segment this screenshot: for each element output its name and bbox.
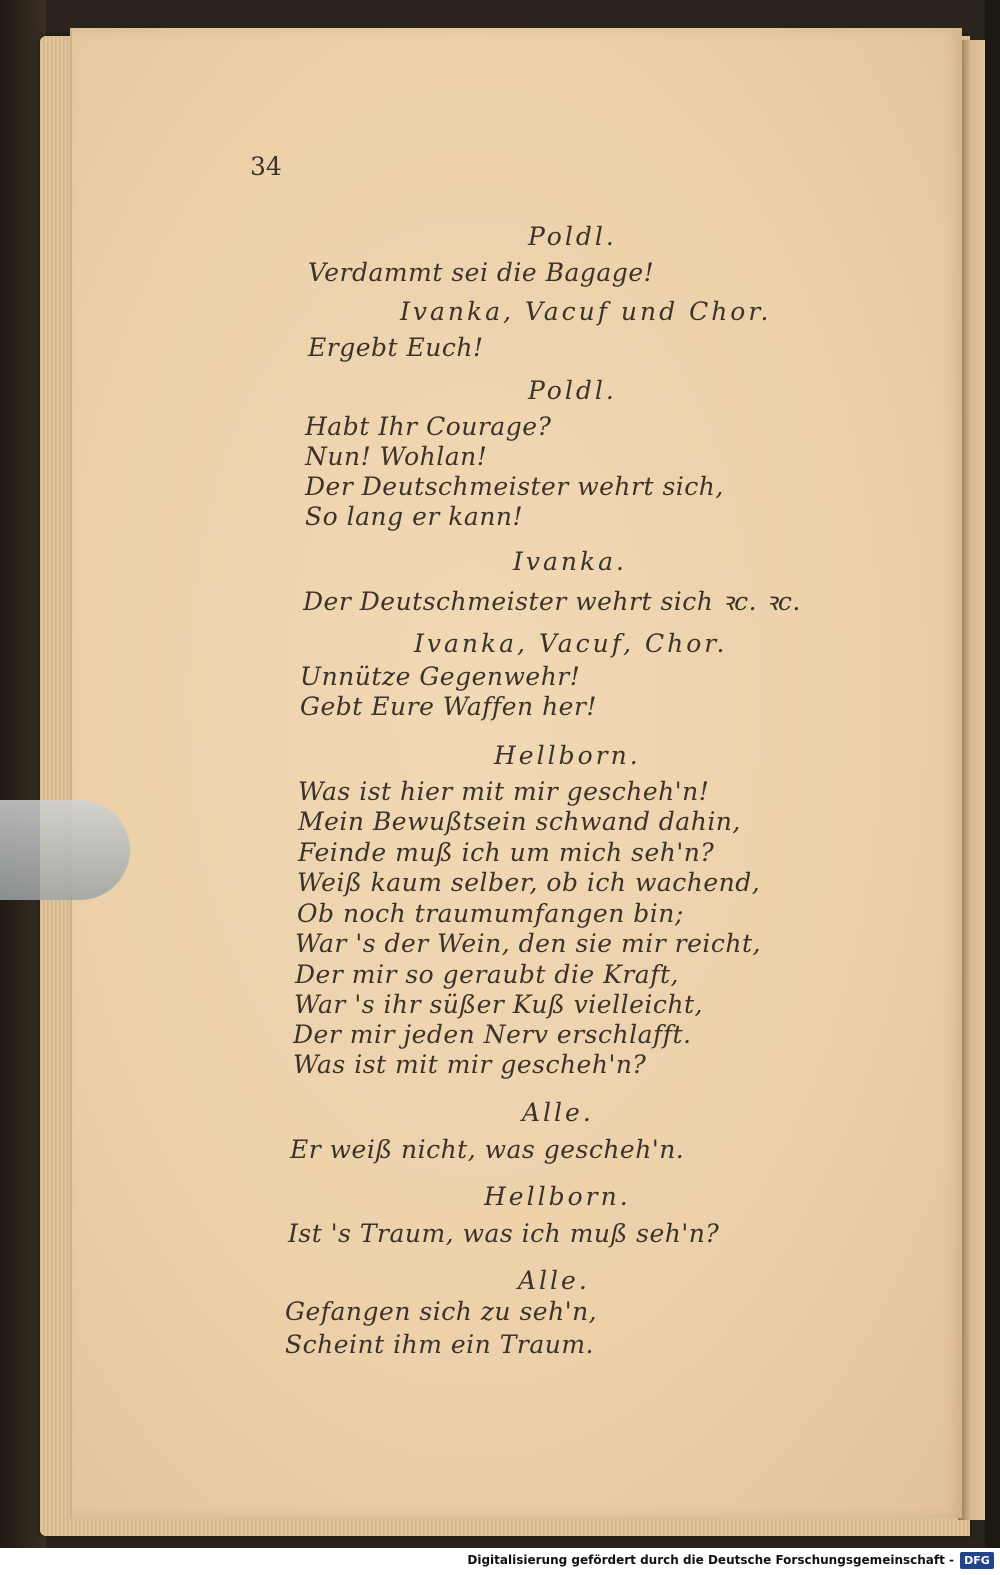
verse-line: Weiß kaum selber, ob ich wachend, bbox=[297, 868, 761, 897]
verse-line: Gebt Eure Waffen her! bbox=[300, 692, 597, 721]
speaker-heading: Hellborn. bbox=[484, 1182, 631, 1211]
verse-line: Ergebt Euch! bbox=[308, 333, 484, 362]
verse-line: Feinde muß ich um mich seh'n? bbox=[298, 838, 715, 867]
speaker-heading: Ivanka, Vacuf, Chor. bbox=[414, 629, 728, 658]
verse-line: Der mir jeden Nerv erschlafft. bbox=[293, 1020, 692, 1049]
verse-line: Was ist hier mit mir gescheh'n! bbox=[298, 777, 710, 806]
verse-line: Er weiß nicht, was gescheh'n. bbox=[290, 1135, 685, 1164]
funding-credit: Digitalisierung gefördert durch die Deutsche Forschungsgemeinschaft - bbox=[467, 1553, 954, 1567]
verse-line: Was ist mit mir gescheh'n? bbox=[293, 1050, 647, 1079]
verse-line: Ob noch traumumfangen bin; bbox=[297, 899, 684, 928]
verse-line: War 's der Wein, den sie mir reicht, bbox=[295, 929, 761, 958]
verse-line: Scheint ihm ein Traum. bbox=[285, 1330, 594, 1359]
verse-line: War 's ihr süßer Kuß vielleicht, bbox=[294, 990, 703, 1019]
dfg-logo: DFG bbox=[960, 1552, 994, 1569]
speaker-heading: Hellborn. bbox=[494, 741, 641, 770]
speaker-heading: Alle. bbox=[518, 1266, 590, 1295]
verse-line: Mein Bewußtsein schwand dahin, bbox=[298, 807, 741, 836]
verse-line: Der Deutschmeister wehrt sich ꝛc. ꝛc. bbox=[303, 587, 801, 616]
speaker-heading: Ivanka. bbox=[513, 547, 628, 576]
speaker-heading: Ivanka, Vacuf und Chor. bbox=[400, 297, 772, 326]
verse-line: Verdammt sei die Bagage! bbox=[308, 258, 655, 287]
verse-line: Der Deutschmeister wehrt sich, bbox=[305, 472, 724, 501]
verse-line: Ist 's Traum, was ich muß seh'n? bbox=[288, 1219, 720, 1248]
footer-bar bbox=[0, 1548, 1000, 1575]
verse-line: Gefangen sich zu seh'n, bbox=[285, 1297, 598, 1326]
speaker-heading: Poldl. bbox=[528, 376, 617, 405]
speaker-heading: Alle. bbox=[522, 1098, 594, 1127]
speaker-heading: Poldl. bbox=[528, 222, 617, 251]
page-number: 34 bbox=[250, 152, 282, 181]
verse-line: Nun! Wohlan! bbox=[305, 442, 488, 471]
verse-line: So lang er kann! bbox=[305, 502, 524, 531]
verse-line: Der mir so geraubt die Kraft, bbox=[295, 960, 679, 989]
verse-line: Habt Ihr Courage? bbox=[305, 412, 552, 441]
verse-line: Unnütze Gegenwehr! bbox=[300, 662, 581, 691]
